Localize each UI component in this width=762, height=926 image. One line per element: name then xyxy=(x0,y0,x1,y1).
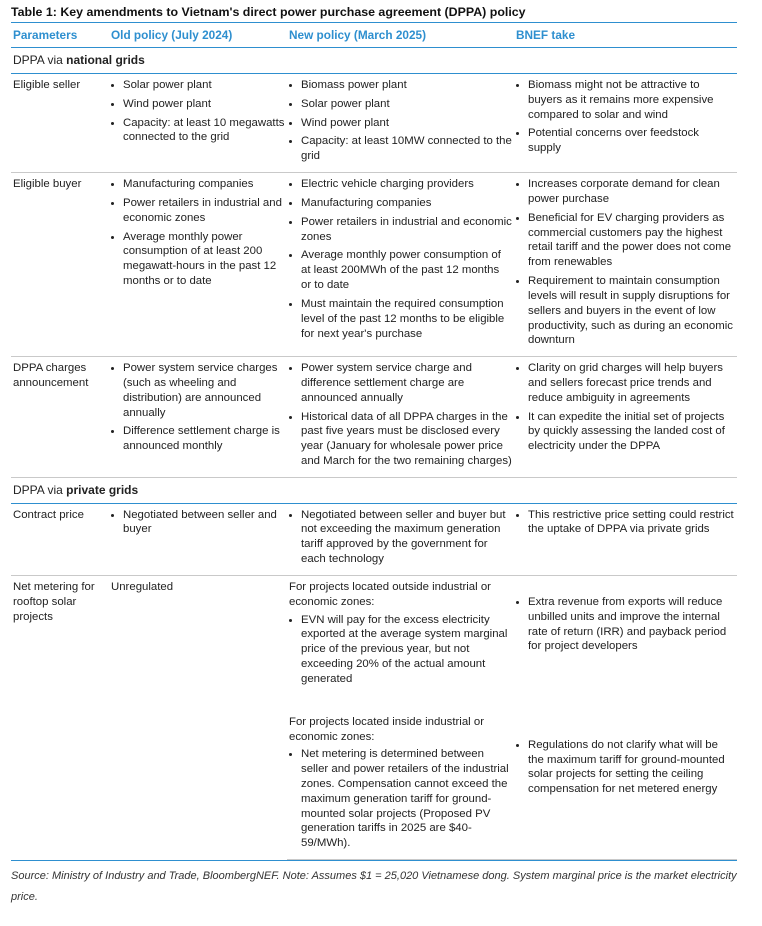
header-row xyxy=(11,23,737,48)
old-policy-cell xyxy=(109,73,287,172)
inside-intro: For projects located inside industrial or economic zones: xyxy=(289,715,484,743)
new-policy-list xyxy=(289,177,512,341)
row-eligible-seller xyxy=(11,73,737,172)
new-policy-bullet: • Biomass power plant xyxy=(301,78,512,93)
outside-take-list xyxy=(516,595,735,654)
bnef-take-bullet: • Requirement to maintain consumption levels will result in supply disruptions for sellers and buyers in the event of low productivity, such as during an economic downturn xyxy=(528,274,735,348)
policy-table-figure xyxy=(11,0,737,908)
inside-bullet: • Net metering is determined between seller and power retailers of the industrial zones. Compensation cannot exceed the maximum generation tariff for ground-mounted solar projects (Proposed PV generation tariffs in 2025 are $40-59/MWh). xyxy=(301,747,512,851)
new-policy-list xyxy=(289,361,512,469)
bnef-take-cell xyxy=(514,73,737,172)
inside-list xyxy=(289,747,512,851)
old-policy-list xyxy=(111,177,285,289)
new-policy-bullet: • Manufacturing companies xyxy=(301,196,512,211)
old-policy-list xyxy=(111,78,285,145)
old-policy-bullet: • Power retailers in industrial and economic zones xyxy=(123,196,285,226)
row-contract-price xyxy=(11,503,737,575)
old-policy-bullet: • Difference settlement charge is announced monthly xyxy=(123,424,285,454)
bnef-take-list xyxy=(516,508,735,538)
new-policy-cell xyxy=(287,73,514,172)
net-metering-inside-take xyxy=(514,711,737,860)
outside-take-bullet: • Extra revenue from exports will reduce unbilled units and improve the internal rate of return (IRR) and payback period for project developers xyxy=(528,595,735,654)
new-policy-bullet: • Historical data of all DPPA charges in the past five years must be disclosed every year (January for wholesale power price and March for the two remaining charges) xyxy=(301,410,512,469)
section-private-label xyxy=(11,477,737,503)
bnef-take-list xyxy=(516,177,735,348)
section-prefix: DPPA via xyxy=(13,482,67,497)
net-metering-row-outside xyxy=(11,575,737,710)
old-policy-bullet: • Power system service charges (such as wheeling and distribution) are announced annually xyxy=(123,361,285,420)
old-policy-bullet: • Wind power plant xyxy=(123,97,285,112)
old-policy-cell xyxy=(109,503,287,575)
old-policy-bullet: • Solar power plant xyxy=(123,78,285,93)
table-title: Table 1: Key amendments to Vietnam's direct power purchase agreement (DPPA) policy xyxy=(11,5,526,19)
old-policy-list xyxy=(111,508,285,538)
bnef-take-cell xyxy=(514,357,737,478)
old-policy-bullet: • Negotiated between seller and buyer xyxy=(123,508,285,538)
bnef-take-bullet: • It can expedite the initial set of projects by quickly assessing the landed cost of electricity under the DPPA xyxy=(528,410,735,454)
new-policy-bullet: • Electric vehicle charging providers xyxy=(301,177,512,192)
new-policy-cell xyxy=(287,173,514,357)
row-eligible-buyer xyxy=(11,173,737,357)
net-metering-inside-new xyxy=(287,711,514,860)
new-policy-bullet: • Power retailers in industrial and economic zones xyxy=(301,215,512,245)
new-policy-cell xyxy=(287,357,514,478)
source-footnote: Source: Ministry of Industry and Trade, BloombergNEF. Note: Assumes $1 = 25,020 Vietnamese dong. System marginal price is the market electricity price. xyxy=(11,860,737,908)
bnef-take-cell xyxy=(514,173,737,357)
new-policy-cell xyxy=(287,503,514,575)
net-metering-param: Net metering for rooftop solar projects xyxy=(13,580,95,623)
new-policy-bullet: • Negotiated between seller and buyer but not exceeding the maximum generation tariff approved by the government for each technology xyxy=(301,508,512,567)
new-policy-list xyxy=(289,78,512,164)
new-policy-bullet: • Average monthly power consumption of at least 200MWh of the past 12 months or to date xyxy=(301,248,512,292)
net-metering-outside-take xyxy=(514,575,737,710)
section-prefix: DPPA via xyxy=(13,53,67,68)
new-policy-bullet: • Power system service charge and difference settlement charge are announced annually xyxy=(301,361,512,405)
old-policy-cell xyxy=(109,357,287,478)
param-cell: Contract price xyxy=(11,503,109,575)
private-grids-body xyxy=(11,477,737,859)
param-cell: DPPA charges announcement xyxy=(11,357,109,478)
bnef-take-bullet: • This restrictive price setting could restrict the uptake of DPPA via private grids xyxy=(528,508,735,538)
bnef-take-bullet: • Increases corporate demand for clean power purchase xyxy=(528,177,735,207)
outside-intro: For projects located outside industrial or economic zones: xyxy=(289,580,491,608)
section-bold: national grids xyxy=(66,53,145,68)
header-new-policy: New policy (March 2025) xyxy=(287,23,514,48)
net-metering-outside-new xyxy=(287,575,514,710)
new-policy-bullet: • Wind power plant xyxy=(301,116,512,131)
bnef-take-bullet: • Beneficial for EV charging providers as commercial customers pay the highest retail tariff and the power does not come from renewables xyxy=(528,211,735,270)
section-national-label xyxy=(11,48,737,74)
bnef-take-bullet: • Potential concerns over feedstock supply xyxy=(528,126,735,156)
new-policy-bullet: • Capacity: at least 10MW connected to the grid xyxy=(301,134,512,164)
national-grids-body xyxy=(11,48,737,478)
bnef-take-cell xyxy=(514,503,737,575)
outside-bullet: • EVN will pay for the excess electricity exported at the average system marginal price of the previous year, but not exceeding 20% of the actual amount generated xyxy=(301,613,512,687)
new-policy-list xyxy=(289,508,512,567)
old-policy-cell xyxy=(109,173,287,357)
bnef-take-list xyxy=(516,361,735,454)
bnef-take-list xyxy=(516,78,735,156)
inside-take-bullet: • Regulations do not clarify what will be the maximum tariff for ground-mounted solar projects for setting the ceiling compensation for net metered energy xyxy=(528,738,735,797)
header-bnef-take: BNEF take xyxy=(514,23,737,48)
header-parameters: Parameters xyxy=(11,23,109,48)
new-policy-bullet: • Must maintain the required consumption level of the past 12 months to be eligible for next year's purchase xyxy=(301,297,512,341)
header-old-policy: Old policy (July 2024) xyxy=(109,23,287,48)
param-cell: Eligible buyer xyxy=(11,173,109,357)
outside-list xyxy=(289,613,512,687)
old-policy-list xyxy=(111,361,285,454)
bnef-take-bullet: • Clarity on grid charges will help buyers and sellers forecast price trends and reduce ambiguity in agreements xyxy=(528,361,735,405)
old-policy-bullet: • Manufacturing companies xyxy=(123,177,285,192)
old-policy-bullet: • Capacity: at least 10 megawatts connected to the grid xyxy=(123,116,285,146)
section-private-grids xyxy=(11,477,737,503)
bnef-take-bullet: • Biomass might not be attractive to buyers as it remains more expensive compared to solar and wind xyxy=(528,78,735,122)
old-policy-bullet: • Average monthly power consumption of at least 200 megawatt-hours in the past 12 months or to date xyxy=(123,230,285,289)
section-bold: private grids xyxy=(66,482,139,497)
new-policy-bullet: • Solar power plant xyxy=(301,97,512,112)
amendments-table xyxy=(11,22,737,860)
net-metering-old: Unregulated xyxy=(111,580,174,593)
param-cell: Eligible seller xyxy=(11,73,109,172)
row-dppa-charges xyxy=(11,357,737,478)
inside-take-list xyxy=(516,738,735,797)
section-national-grids xyxy=(11,48,737,74)
